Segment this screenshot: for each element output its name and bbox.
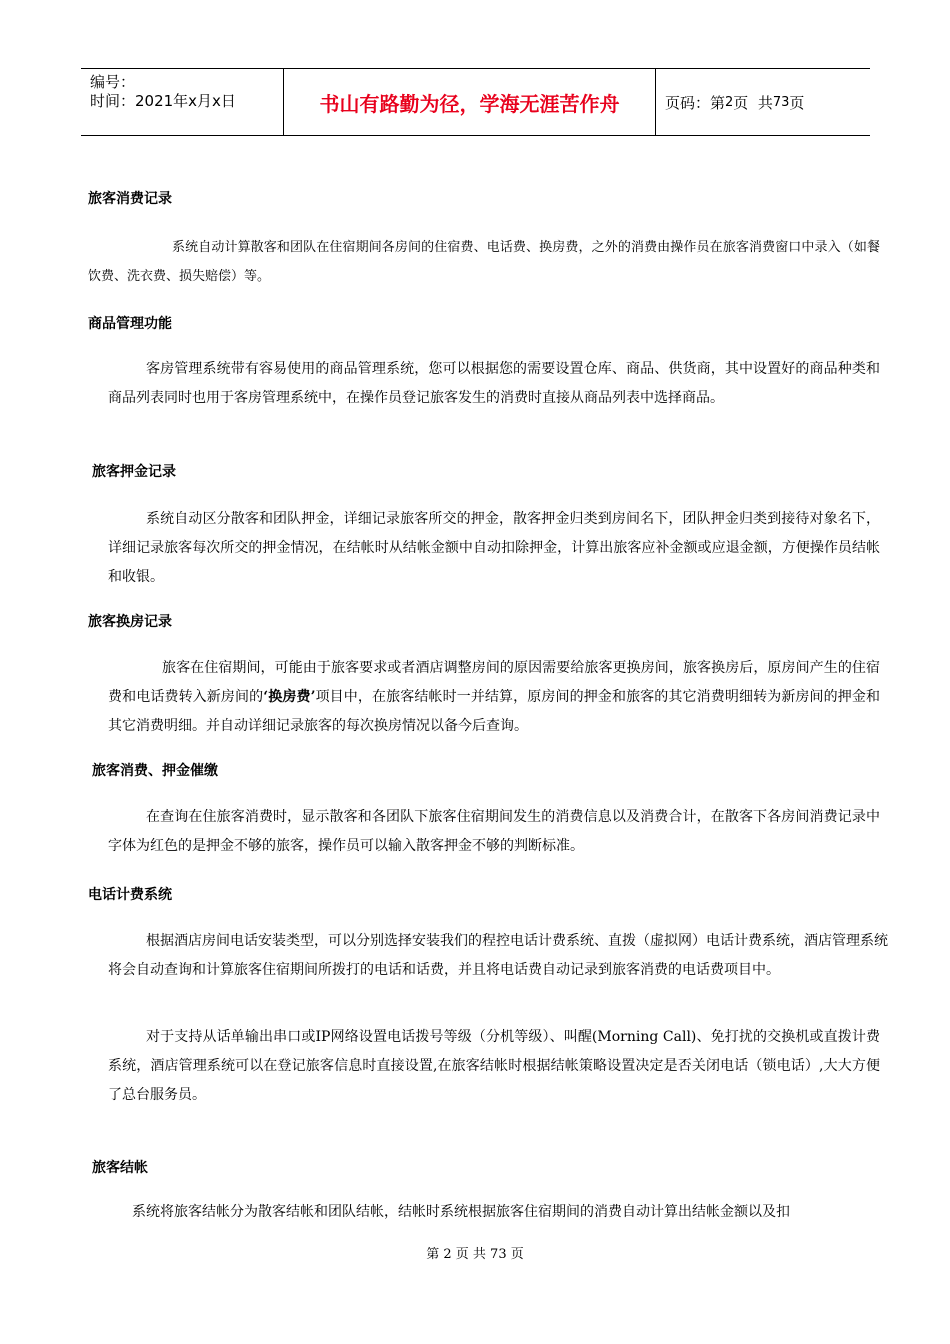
section-paragraph: 系统自动计算散客和团队在住宿期间各房间的住宿费、电话费、换房费，之外的消费由操作员在旅客消费窗口中录入（如餐饮费、洗衣费、损失赔偿）等。 <box>88 240 880 284</box>
section-paragraph: 对于支持从话单输出串口或IP网络设置电话拨号等级（分机等级）、叫醒(Morning Call)、免打扰的交换机或直拨计费系统，酒店管理系统可以在登记旅客信息时直接设置,在旅客结帐时根据结帐策略设置决定是否关闭电话（锁电话）,大大方便了总台服务员。 <box>108 1029 880 1103</box>
section-paragraph: 系统自动区分散客和团队押金，详细记录旅客所交的押金，散客押金归类到房间名下，团队押金归类到接待对象名下，详细记录旅客每次所交的押金情况，在结帐时从结帐金额中自动扣除押金，计算出旅客应补金额或应退金额，方便操作员结帐和收银。 <box>108 511 880 585</box>
section-heading: 旅客消费记录 <box>88 191 172 207</box>
section-heading: 旅客押金记录 <box>92 464 176 480</box>
page-header <box>81 68 870 136</box>
bold-term: ‘换房费’ <box>263 689 316 705</box>
page-current: 2 <box>725 94 734 110</box>
section-heading: 旅客消费、押金催缴 <box>92 763 218 779</box>
page-footer: 第 2 页 共 73 页 <box>426 1247 524 1262</box>
section-paragraph: 在查询在住旅客消费时，显示散客和各团队下旅客住宿期间发生的消费信息以及消费合计，在散客下各房间消费记录中字体为红色的是押金不够的旅客，操作员可以输入散客押金不够的判断标准。 <box>108 809 880 854</box>
section-heading: 电话计费系统 <box>88 887 172 903</box>
section-heading: 旅客换房记录 <box>88 614 172 630</box>
code-label: 编号： <box>90 73 136 91</box>
header-motto: 书山有路勤为径，学海无涯苦作舟 <box>284 69 656 135</box>
section-paragraph: 客房管理系统带有容易使用的商品管理系统，您可以根据您的需要设置仓库、商品、供货商，其中设置好的商品种类和商品列表同时也用于客房管理系统中，在操作员登记旅客发生的消费时直接从商品列表中选择商品。 <box>108 361 880 406</box>
page-mid: 页 共 <box>733 93 773 112</box>
page-prefix: 页码：第 <box>665 93 726 112</box>
section-paragraph: 根据酒店房间电话安装类型，可以分别选择安装我们的程控电话计费系统、直拨（虚拟网）电话计费系统，酒店管理系统将会自动查询和计算旅客住宿期间所拨打的电话和话费，并且将电话费自动记录到旅客消费的电话费项目中。 <box>108 933 888 978</box>
page-suffix: 页 <box>789 93 805 112</box>
header-page-number <box>656 69 870 135</box>
date-label: 时间：2021年x月x日 <box>90 92 236 110</box>
header-info-cell <box>81 69 284 135</box>
section-heading: 旅客结帐 <box>92 1160 148 1176</box>
page-total: 73 <box>772 94 790 110</box>
section-paragraph: 系统将旅客结帐分为散客结帐和团队结帐，结帐时系统根据旅客住宿期间的消费自动计算出结帐金额以及扣 <box>132 1204 790 1220</box>
section-heading: 商品管理功能 <box>88 316 172 332</box>
section-paragraph <box>108 654 880 741</box>
paragraph-text: 旅客在住宿期间，可能由于旅客要求或者酒店调整房间的原因需要给旅客更换房间，旅客换房后，原房间产生的住宿费和电话费转入新房间的 <box>108 660 880 705</box>
paragraph-text: 项目中，在旅客结帐时一并结算，原房间的押金和旅客的其它消费明细转为新房间的押金和其它消费明细。并自动详细记录旅客的每次换房情况以备今后查询。 <box>108 689 880 734</box>
